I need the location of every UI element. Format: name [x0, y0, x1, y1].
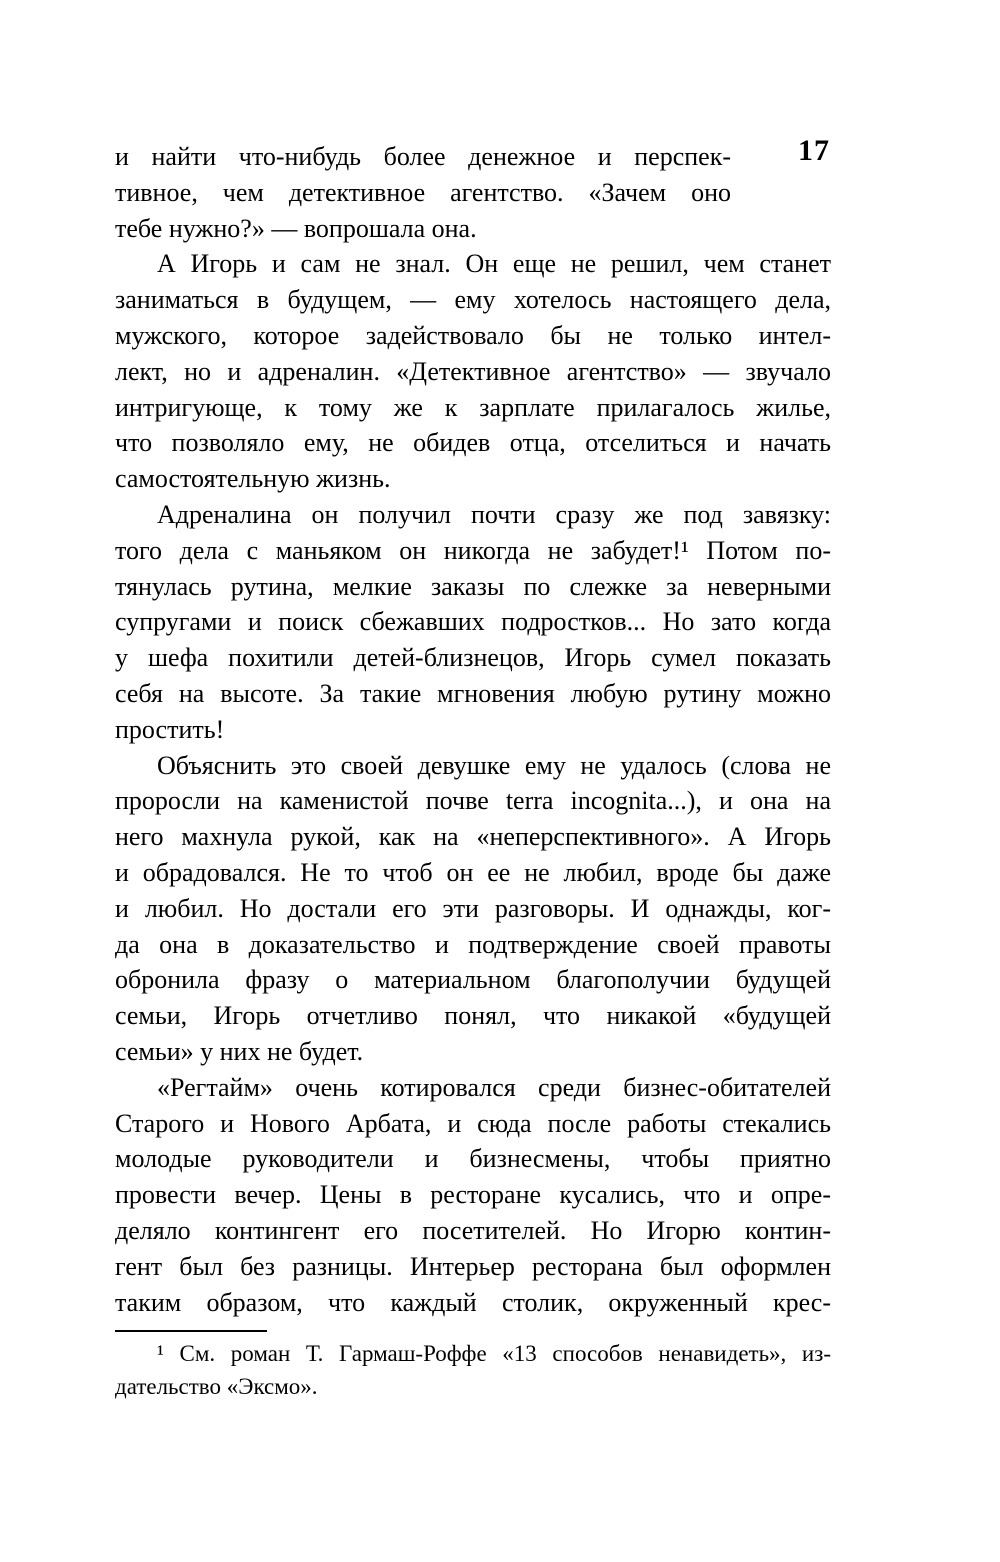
text-line: супругами и поиск сбежавших подростков... Но зато когда: [115, 607, 831, 637]
text-line: интригующе, к тому же к зарплате прилагалось жилье,: [115, 392, 831, 422]
paragraph: [115, 1070, 831, 1321]
text-line: и найти что-нибудь более денежное и перспек-: [115, 142, 731, 171]
footnote-line: ¹ См. роман Т. Гармаш-Роффе «13 способов ненавидеть», из-: [157, 1341, 831, 1367]
text-line: простить!: [115, 714, 225, 744]
text-line: да она в доказательство и подтверждение своей правоты: [115, 929, 831, 959]
text-line: у шефа похитили детей-близнецов, Игорь сумел показать: [115, 643, 831, 673]
text-line: и любил. Но достали его эти разговоры. И однажды, ког-: [115, 893, 831, 923]
text-line: гент был без разницы. Интерьер ресторана был оформлен: [115, 1251, 831, 1281]
paragraph: [115, 139, 831, 246]
text-line: провести вечер. Цены в ресторане кусались, что и опре-: [115, 1180, 831, 1210]
footnote: [115, 1338, 831, 1403]
text-line: Адреналина он получил почти сразу же под завязку:: [157, 499, 831, 529]
text-line: того дела с маньяком он никогда не забудет!¹ Потом по-: [115, 535, 831, 565]
text-line: тебе нужно?» — вопрошала она.: [115, 213, 477, 243]
text-line: Объяснить это своей девушке ему не удалось (слова не: [157, 750, 831, 780]
text-line: мужского, которое задействовало бы не только интел-: [115, 320, 831, 350]
text-line: Старого и Нового Арбата, и сюда после работы стекались: [115, 1108, 831, 1138]
text-line: проросли на каменистой почве terra incognita...), и она на: [115, 786, 831, 816]
paragraph: [115, 748, 831, 1070]
text-line: «Регтайм» очень котировался среди бизнес-обитателей: [157, 1072, 831, 1102]
text-line: лект, но и адреналин. «Детективное агентство» — звучало: [115, 356, 831, 386]
text-line: молодые руководители и бизнесмены, чтобы приятно: [115, 1144, 831, 1174]
text-line: тянулась рутина, мелкие заказы по слежке за неверными: [115, 571, 831, 601]
text-line: него махнула рукой, как на «неперспективного». А Игорь: [115, 822, 831, 852]
text-line: заниматься в будущем, — ему хотелось настоящего дела,: [115, 285, 831, 315]
text-line: таким образом, что каждый столик, окруженный крес-: [115, 1287, 831, 1317]
text-line: семьи» у них не будет.: [115, 1036, 364, 1066]
text-block: [115, 139, 831, 1403]
text-line: семьи, Игорь отчетливо понял, что никакой «будущей: [115, 1001, 831, 1031]
paragraph: [115, 246, 831, 497]
text-line: себя на высоте. За такие мгновения любую рутину можно: [115, 678, 831, 708]
text-line: обронила фразу о материальном благополучии будущей: [115, 965, 831, 995]
footnote-line: дательство «Эксмо».: [115, 1373, 318, 1399]
text-line: самостоятельную жизнь.: [115, 464, 391, 494]
text-line: что позволяло ему, не обидев отца, отселиться и начать: [115, 428, 831, 458]
page-number: 17: [798, 134, 830, 167]
text-line: и обрадовался. Не то чтоб он ее не любил, вроде бы даже: [115, 857, 831, 887]
paragraph: [115, 497, 831, 748]
text-line: деляло контингент его посетителей. Но Игорю контин-: [115, 1215, 831, 1245]
text-line: тивное, чем детективное агентство. «Зачем оно: [115, 177, 731, 207]
text-line: А Игорь и сам не знал. Он еще не решил, чем станет: [157, 249, 831, 279]
footnote-divider: [115, 1330, 267, 1332]
